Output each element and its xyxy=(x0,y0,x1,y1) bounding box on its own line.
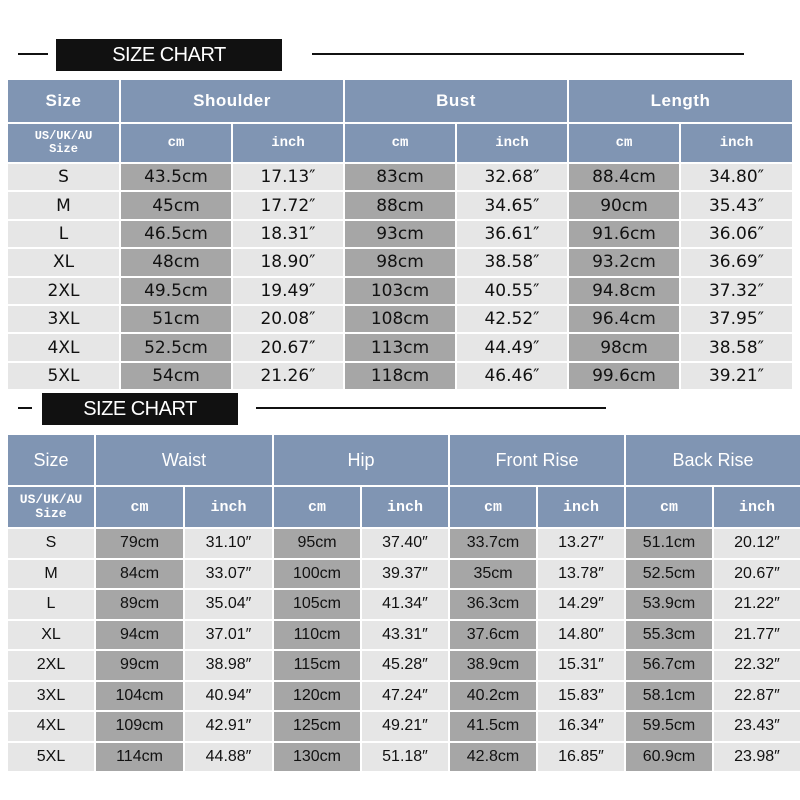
measurement-cell: 99.6cm xyxy=(569,363,679,389)
measurement-cell: 17.13″ xyxy=(233,164,343,190)
measurement-cell: 110cm xyxy=(274,621,360,650)
banner-title-text: SIZE CHART xyxy=(112,43,226,66)
measurement-cell: 120cm xyxy=(274,682,360,711)
measurement-cell: 35.43″ xyxy=(681,192,792,218)
measurement-cell: 45cm xyxy=(121,192,231,218)
measurement-cell: 37.6cm xyxy=(450,621,536,650)
measurement-cell: 18.90″ xyxy=(233,249,343,275)
header-front-rise: Front Rise xyxy=(450,435,624,485)
measurement-cell: 21.26″ xyxy=(233,363,343,389)
header-hip: Hip xyxy=(274,435,448,485)
measurement-cell: 89cm xyxy=(96,590,183,619)
measurement-cell: 39.37″ xyxy=(362,560,448,589)
measurement-cell: 51.1cm xyxy=(626,529,712,558)
header-waist: Waist xyxy=(96,435,272,485)
measurement-cell: 14.29″ xyxy=(538,590,624,619)
measurement-cell: 98cm xyxy=(345,249,455,275)
measurement-cell: 100cm xyxy=(274,560,360,589)
measurement-cell: 104cm xyxy=(96,682,183,711)
size-system-label-line2: Size xyxy=(49,142,78,156)
measurement-cell: 13.78″ xyxy=(538,560,624,589)
measurement-cell: 19.49″ xyxy=(233,278,343,304)
measurement-cell: 103cm xyxy=(345,278,455,304)
measurement-cell: 52.5cm xyxy=(626,560,712,589)
measurement-cell: 20.12″ xyxy=(714,529,800,558)
measurement-cell: 94cm xyxy=(96,621,183,650)
measurement-cell: 40.2cm xyxy=(450,682,536,711)
measurement-cell: 37.32″ xyxy=(681,278,792,304)
measurement-cell: 41.5cm xyxy=(450,712,536,741)
measurement-cell: 113cm xyxy=(345,334,455,360)
size-cell: 2XL xyxy=(8,278,119,304)
measurement-cell: 31.10″ xyxy=(185,529,272,558)
size-chart-table-top xyxy=(8,80,792,389)
measurement-cell: 60.9cm xyxy=(626,743,712,772)
size-system-label xyxy=(8,487,94,527)
measurement-cell: 47.24″ xyxy=(362,682,448,711)
banner-title-text: SIZE CHART xyxy=(83,397,197,420)
banner-title xyxy=(56,39,282,71)
measurement-cell: 93cm xyxy=(345,221,455,247)
measurement-cell: 20.67″ xyxy=(233,334,343,360)
measurement-cell: 21.22″ xyxy=(714,590,800,619)
measurement-cell: 38.9cm xyxy=(450,651,536,680)
banner-rule-left xyxy=(18,407,32,409)
size-cell: L xyxy=(8,221,119,247)
size-cell: 3XL xyxy=(8,682,94,711)
measurement-cell: 33.07″ xyxy=(185,560,272,589)
measurement-cell: 59.5cm xyxy=(626,712,712,741)
measurement-cell: 42.91″ xyxy=(185,712,272,741)
measurement-cell: 22.87″ xyxy=(714,682,800,711)
measurement-cell: 44.88″ xyxy=(185,743,272,772)
measurement-cell: 118cm xyxy=(345,363,455,389)
measurement-cell: 49.5cm xyxy=(121,278,231,304)
unit-inch-header: inch xyxy=(457,124,567,162)
measurement-cell: 40.94″ xyxy=(185,682,272,711)
size-cell: 5XL xyxy=(8,743,94,772)
measurement-cell: 125cm xyxy=(274,712,360,741)
measurement-cell: 93.2cm xyxy=(569,249,679,275)
size-system-label-line1: US/UK/AU xyxy=(19,492,83,508)
measurement-cell: 79cm xyxy=(96,529,183,558)
measurement-cell: 20.08″ xyxy=(233,306,343,332)
measurement-cell: 37.01″ xyxy=(185,621,272,650)
unit-inch-header: inch xyxy=(681,124,792,162)
banner-title xyxy=(42,393,238,425)
measurement-cell: 36.69″ xyxy=(681,249,792,275)
measurement-cell: 38.58″ xyxy=(457,249,567,275)
unit-cm-header: cm xyxy=(626,487,712,527)
measurement-cell: 14.80″ xyxy=(538,621,624,650)
unit-cm-header: cm xyxy=(121,124,231,162)
measurement-cell: 17.72″ xyxy=(233,192,343,218)
measurement-cell: 94.8cm xyxy=(569,278,679,304)
size-cell: 5XL xyxy=(8,363,119,389)
measurement-cell: 83cm xyxy=(345,164,455,190)
measurement-cell: 130cm xyxy=(274,743,360,772)
size-cell: XL xyxy=(8,621,94,650)
header-size: Size xyxy=(8,80,119,122)
size-cell: M xyxy=(8,192,119,218)
measurement-cell: 95cm xyxy=(274,529,360,558)
size-cell: 2XL xyxy=(8,651,94,680)
measurement-cell: 34.80″ xyxy=(681,164,792,190)
measurement-cell: 20.67″ xyxy=(714,560,800,589)
measurement-cell: 44.49″ xyxy=(457,334,567,360)
header-bust: Bust xyxy=(345,80,567,122)
size-cell: L xyxy=(8,590,94,619)
measurement-cell: 84cm xyxy=(96,560,183,589)
measurement-cell: 15.31″ xyxy=(538,651,624,680)
header-length: Length xyxy=(569,80,792,122)
size-system-label-line2: Size xyxy=(35,506,67,521)
measurement-cell: 42.52″ xyxy=(457,306,567,332)
measurement-cell: 53.9cm xyxy=(626,590,712,619)
measurement-cell: 43.31″ xyxy=(362,621,448,650)
size-cell: S xyxy=(8,529,94,558)
measurement-cell: 18.31″ xyxy=(233,221,343,247)
measurement-cell: 88cm xyxy=(345,192,455,218)
measurement-cell: 43.5cm xyxy=(121,164,231,190)
measurement-cell: 58.1cm xyxy=(626,682,712,711)
measurement-cell: 36.06″ xyxy=(681,221,792,247)
measurement-cell: 115cm xyxy=(274,651,360,680)
measurement-cell: 13.27″ xyxy=(538,529,624,558)
measurement-cell: 98cm xyxy=(569,334,679,360)
measurement-cell: 91.6cm xyxy=(569,221,679,247)
measurement-cell: 45.28″ xyxy=(362,651,448,680)
measurement-cell: 109cm xyxy=(96,712,183,741)
unit-cm-header: cm xyxy=(450,487,536,527)
measurement-cell: 36.3cm xyxy=(450,590,536,619)
banner-rule-right xyxy=(256,407,606,409)
measurement-cell: 88.4cm xyxy=(569,164,679,190)
measurement-cell: 34.65″ xyxy=(457,192,567,218)
measurement-cell: 36.61″ xyxy=(457,221,567,247)
unit-inch-header: inch xyxy=(538,487,624,527)
measurement-cell: 23.43″ xyxy=(714,712,800,741)
unit-inch-header: inch xyxy=(362,487,448,527)
size-system-label xyxy=(8,124,119,162)
unit-cm-header: cm xyxy=(96,487,183,527)
measurement-cell: 99cm xyxy=(96,651,183,680)
size-cell: 4XL xyxy=(8,334,119,360)
measurement-cell: 22.32″ xyxy=(714,651,800,680)
banner-rule-left xyxy=(18,53,48,55)
unit-inch-header: inch xyxy=(185,487,272,527)
measurement-cell: 42.8cm xyxy=(450,743,536,772)
measurement-cell: 56.7cm xyxy=(626,651,712,680)
header-shoulder: Shoulder xyxy=(121,80,343,122)
size-chart-banner-1 xyxy=(0,36,800,76)
measurement-cell: 37.95″ xyxy=(681,306,792,332)
size-cell: XL xyxy=(8,249,119,275)
measurement-cell: 33.7cm xyxy=(450,529,536,558)
unit-inch-header: inch xyxy=(233,124,343,162)
measurement-cell: 39.21″ xyxy=(681,363,792,389)
measurement-cell: 46.46″ xyxy=(457,363,567,389)
size-chart-banner-2 xyxy=(0,390,800,430)
measurement-cell: 35cm xyxy=(450,560,536,589)
size-chart-table-bottom xyxy=(8,435,792,771)
measurement-cell: 23.98″ xyxy=(714,743,800,772)
measurement-cell: 48cm xyxy=(121,249,231,275)
header-size: Size xyxy=(8,435,94,485)
size-system-label-line1: US/UK/AU xyxy=(34,129,93,144)
unit-cm-header: cm xyxy=(569,124,679,162)
measurement-cell: 15.83″ xyxy=(538,682,624,711)
measurement-cell: 52.5cm xyxy=(121,334,231,360)
measurement-cell: 32.68″ xyxy=(457,164,567,190)
measurement-cell: 21.77″ xyxy=(714,621,800,650)
measurement-cell: 40.55″ xyxy=(457,278,567,304)
size-cell: M xyxy=(8,560,94,589)
measurement-cell: 51.18″ xyxy=(362,743,448,772)
size-cell: S xyxy=(8,164,119,190)
measurement-cell: 16.85″ xyxy=(538,743,624,772)
size-cell: 4XL xyxy=(8,712,94,741)
unit-inch-header: inch xyxy=(714,487,800,527)
banner-rule-right xyxy=(312,53,744,55)
measurement-cell: 105cm xyxy=(274,590,360,619)
measurement-cell: 96.4cm xyxy=(569,306,679,332)
measurement-cell: 16.34″ xyxy=(538,712,624,741)
measurement-cell: 38.98″ xyxy=(185,651,272,680)
measurement-cell: 51cm xyxy=(121,306,231,332)
measurement-cell: 54cm xyxy=(121,363,231,389)
header-back-rise: Back Rise xyxy=(626,435,800,485)
measurement-cell: 90cm xyxy=(569,192,679,218)
measurement-cell: 37.40″ xyxy=(362,529,448,558)
measurement-cell: 35.04″ xyxy=(185,590,272,619)
measurement-cell: 114cm xyxy=(96,743,183,772)
measurement-cell: 38.58″ xyxy=(681,334,792,360)
measurement-cell: 49.21″ xyxy=(362,712,448,741)
measurement-cell: 41.34″ xyxy=(362,590,448,619)
measurement-cell: 46.5cm xyxy=(121,221,231,247)
unit-cm-header: cm xyxy=(274,487,360,527)
measurement-cell: 55.3cm xyxy=(626,621,712,650)
size-cell: 3XL xyxy=(8,306,119,332)
unit-cm-header: cm xyxy=(345,124,455,162)
measurement-cell: 108cm xyxy=(345,306,455,332)
